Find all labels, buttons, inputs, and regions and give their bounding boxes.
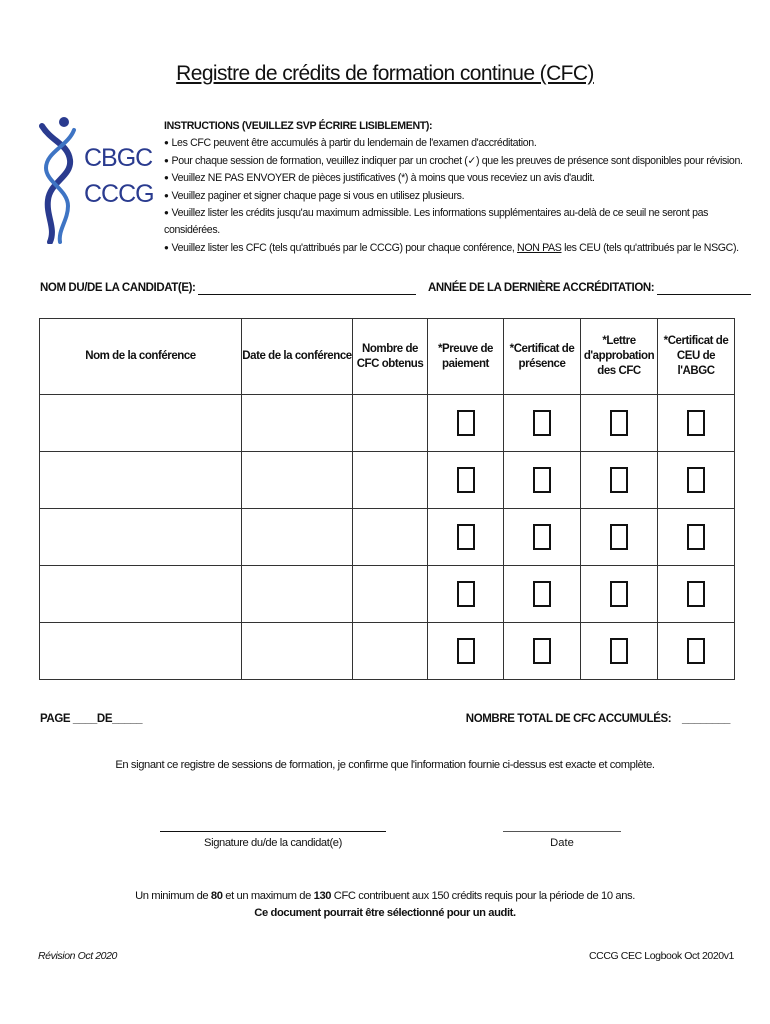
instruction-item <box>164 240 754 257</box>
instruction-text: Les CFC peuvent être accumulés à partir du lendemain de l'examen d'accréditation. <box>171 137 537 150</box>
presence-certificate-checkbox[interactable] <box>533 524 551 550</box>
instruction-item <box>164 153 754 170</box>
instructions-list <box>164 135 754 257</box>
credit-limits-note <box>0 890 770 902</box>
conference-date-cell[interactable] <box>242 566 353 623</box>
cfc-count-cell[interactable] <box>353 509 428 566</box>
ceu-certificate-checkbox[interactable] <box>687 410 705 436</box>
ceu-certificate-checkbox[interactable] <box>687 638 705 664</box>
header-cfc-count: Nombre de CFC obtenus <box>353 319 428 395</box>
conference-date-cell[interactable] <box>242 509 353 566</box>
total-cfc-input[interactable]: ________ <box>682 713 730 725</box>
date-line[interactable] <box>503 831 621 832</box>
candidate-name-label: NOM DU/DE LA CANDIDAT(E): <box>40 282 196 294</box>
payment-proof-checkbox[interactable] <box>457 410 475 436</box>
conference-date-cell[interactable] <box>242 452 353 509</box>
logo-text-cccg: CCCG <box>84 180 154 208</box>
dna-figure-icon <box>38 116 80 244</box>
instruction-emphasis: NON PAS <box>517 241 562 254</box>
presence-certificate-checkbox[interactable] <box>533 638 551 664</box>
date-label: Date <box>550 837 574 849</box>
conference-name-cell[interactable] <box>40 395 242 452</box>
approval-letter-checkbox[interactable] <box>610 524 628 550</box>
header-date: Date de la conférence <box>242 319 353 395</box>
page-title: Registre de crédits de formation continue (CFC) <box>176 62 594 85</box>
instruction-text: Pour chaque session de formation, veuillez indiquer par un crochet (✓) que les preuves de présence sont disponibles pour révision. <box>171 154 743 167</box>
total-cfc-label: NOMBRE TOTAL DE CFC ACCUMULÉS: <box>465 713 672 725</box>
instruction-item <box>164 188 754 205</box>
page-number-field[interactable]: PAGE ____DE_____ <box>40 713 143 725</box>
instruction-text: Veuillez paginer et signer chaque page si vous en utilisez plusieurs. <box>171 189 465 202</box>
audit-note: Ce document pourrait être sélectionné pour un audit. <box>254 907 516 919</box>
conference-name-cell[interactable] <box>40 566 242 623</box>
declaration-text: En signant ce registre de sessions de formation, je confirme que l'information fournie ci-dessus est exacte et complète. <box>115 759 655 771</box>
logbook-version-label: CCCG CEC Logbook Oct 2020v1 <box>588 950 734 962</box>
note-text: CFC contribuent aux 150 crédits requis pour la période de 10 ans. <box>331 890 635 902</box>
conference-date-cell[interactable] <box>242 623 353 680</box>
revision-label: Révision Oct 2020 <box>38 950 117 962</box>
header-payment-proof: *Preuve de paiement <box>428 319 504 395</box>
instruction-item <box>164 205 754 240</box>
conference-date-cell[interactable] <box>242 395 353 452</box>
table-header-row <box>40 319 735 395</box>
approval-letter-checkbox[interactable] <box>610 638 628 664</box>
conference-name-cell[interactable] <box>40 452 242 509</box>
candidate-name-input[interactable] <box>198 282 416 295</box>
table-row <box>40 623 735 680</box>
cfc-count-cell[interactable] <box>353 623 428 680</box>
min-credits: 80 <box>210 890 223 902</box>
header-presence-certificate: *Certificat de présence <box>504 319 581 395</box>
accreditation-year-field <box>428 282 751 295</box>
max-credits: 130 <box>313 890 332 902</box>
approval-letter-checkbox[interactable] <box>610 581 628 607</box>
approval-letter-checkbox[interactable] <box>610 467 628 493</box>
accreditation-year-input[interactable] <box>657 282 751 295</box>
cfc-count-cell[interactable] <box>353 395 428 452</box>
cfc-count-cell[interactable] <box>353 566 428 623</box>
instruction-text: Veuillez lister les crédits jusqu'au maximum admissible. Les informations supplémentaires au-delà de ce seuil ne seront pas considérées. <box>164 207 709 237</box>
instruction-text: les CEU (tels qu'attribués par le NSGC). <box>561 241 739 254</box>
instruction-text: Veuillez NE PAS ENVOYER de pièces justificatives (*) à moins que vous receviez un avis d'audit. <box>171 172 595 185</box>
payment-proof-checkbox[interactable] <box>457 524 475 550</box>
payment-proof-checkbox[interactable] <box>457 638 475 664</box>
table-row <box>40 452 735 509</box>
payment-proof-checkbox[interactable] <box>457 581 475 607</box>
presence-certificate-checkbox[interactable] <box>533 467 551 493</box>
instructions-heading: INSTRUCTIONS (VEUILLEZ SVP ÉCRIRE LISIBLEMENT): <box>164 120 433 132</box>
candidate-name-field <box>40 282 416 295</box>
ceu-certificate-checkbox[interactable] <box>687 581 705 607</box>
table-row <box>40 509 735 566</box>
conference-name-cell[interactable] <box>40 509 242 566</box>
total-cfc-field <box>466 713 730 725</box>
signature-line[interactable] <box>160 831 386 832</box>
note-text: et un maximum de <box>222 890 314 902</box>
ceu-certificate-checkbox[interactable] <box>687 467 705 493</box>
credits-table <box>39 318 735 680</box>
instruction-text: Veuillez lister les CFC (tels qu'attribués par le CCCG) pour chaque conférence, <box>171 241 518 254</box>
signature-label: Signature du/de la candidat(e) <box>204 837 342 849</box>
ceu-certificate-checkbox[interactable] <box>687 524 705 550</box>
note-text: Un minimum de <box>135 890 211 902</box>
logo-text-cbgc: CBGC <box>84 144 153 172</box>
header-ceu-certificate: *Certificat de CEU de l'ABGC <box>658 319 735 395</box>
cfc-count-cell[interactable] <box>353 452 428 509</box>
approval-letter-checkbox[interactable] <box>610 410 628 436</box>
presence-certificate-checkbox[interactable] <box>533 581 551 607</box>
accreditation-year-label: ANNÉE DE LA DERNIÈRE ACCRÉDITATION: <box>428 282 655 294</box>
instruction-item <box>164 135 754 152</box>
header-conference: Nom de la conférence <box>40 319 242 395</box>
header-approval-letter: *Lettre d'approbation des CFC <box>581 319 658 395</box>
payment-proof-checkbox[interactable] <box>457 467 475 493</box>
instructions-block <box>164 118 754 257</box>
cbgc-cccg-logo <box>38 116 154 244</box>
table-row <box>40 566 735 623</box>
table-row <box>40 395 735 452</box>
conference-name-cell[interactable] <box>40 623 242 680</box>
instruction-item <box>164 170 754 187</box>
presence-certificate-checkbox[interactable] <box>533 410 551 436</box>
